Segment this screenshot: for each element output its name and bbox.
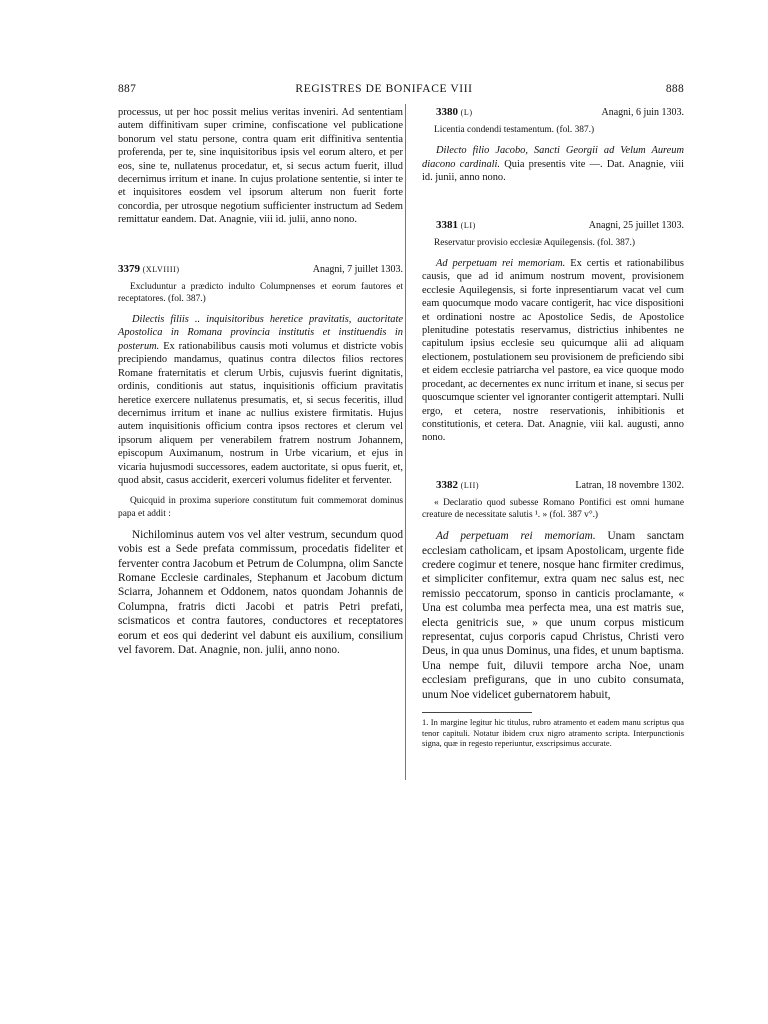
entry-number: 3382 — [436, 478, 458, 491]
entry-number: 3379 — [118, 262, 140, 275]
entry-body — [422, 257, 684, 445]
entry-summary: Licentia condendi testamentum. (fol. 387.) — [434, 125, 595, 136]
entry-roman-numeral: (XLVIIII) — [142, 264, 180, 274]
entry-summary: Reservatur provisio ecclesiæ Aquilegensis. (fol. 387.) — [434, 238, 635, 249]
entry-roman-numeral: (L) — [460, 108, 473, 117]
entry-roman-numeral: (LII) — [460, 480, 480, 490]
entry-3379-heading — [118, 263, 403, 276]
entry-date: Anagni, 6 juin 1303. — [601, 107, 684, 118]
entry-3380-heading — [422, 106, 684, 119]
entry-body — [422, 529, 684, 702]
entry-body — [118, 313, 403, 487]
right-column — [422, 106, 684, 750]
page-number-left: 887 — [118, 83, 137, 95]
entry-date: Anagni, 7 juillet 1303. — [312, 263, 403, 275]
entry-address: Dilecto filio Jacobo, Sancti Georgii ad Velum Aureum diacono cardinali. — [422, 145, 684, 170]
entry-addendum: Nichilominus autem vos vel alter vestrum, secundum quod vobis est a Sede prefata commissum, procedatis fideliter et ferventer contra Jacobum et Petrum de Columpna, olim Sancte Romane Ecclesie cardinales, Stephanum et Jacobum dictum Sciarra, Johannem et Oddonem, natos quondam Johannis de Columpna, fratris dicti Jacobi et patris Petri prefati, scismaticos et contra fautores, conductores et receptatores eorum et eos qui dederint vel dabunt eis auxilium, consilium vel favorem. Dat. Anagnie, non. julii, anno nono. — [118, 528, 403, 656]
running-title: REGISTRES DE BONIFACE VIII — [295, 83, 473, 95]
entry-body — [422, 144, 684, 184]
entry-opening: Ad perpetuam rei memoriam. — [436, 530, 596, 543]
entry-text: Ex rationabilibus causis moti volumus et districte vobis precipiendo mandamus, quatinus contra dilectos filios rectores Romane fraternitatis et clerum Urbis, cujusvis fuerint dignitatis, ordinis, conditionis aut status, inquisitionis officium pravitatis heretice exercere nullatenus presumatis, et, si secus feceritis, illud decernimus irritum et inane ac nullius existere firmitatis. Hujus autem inquisitionis officium contra ipsos rectores et clerum vel ipsorum aliquem per venerabilem fratrem nostrum Johannem, episcopum Auximanum, nostrum in Urbe vicarium, et ejus in vicaria hujusmodi successores, eadem auctoritate, si opus fuerit, et, quod absit, casus acciderit, exerceri volumus fideliter et ferventer. — [118, 340, 403, 486]
left-column — [118, 106, 403, 657]
entry-address: Dilectis filiis .. inquisitoribus heretice pravitatis, auctoritate Apostolica in Romana provincia institutis et instituendis in posterum. — [118, 314, 403, 352]
entry-text: Quia presentis vite —. Dat. Anagnie, viii id. junii, anno nono. — [422, 158, 684, 184]
continuation-paragraph: processus, ut per hoc possit melius veritas inveniri. Ad sententiam autem diffinitivam super crimine, confiscatione vel publicatione bonorum vel statu persone, contra quam erit diffinitiva sententia proferenda, per te, sine inquisitoribus ipsis vel eorum altero, et per eos, sine te, nullatenus procedatur, et, si secus actum fuerit, illud decernimus irritum et inane. In cujus prolatione sententie, si inter te et inquisitores eosdem vel ipsorum alterum non fuerit forte concordia, per utrosque negotium sufficienter instructum ad Sedem remittatur eandem. Dat. Anagnie, viii id. julii, anno nono. — [118, 107, 403, 226]
entry-number: 3381 — [436, 218, 458, 231]
editor-note: Quicquid in proxima superiore constitutum fuit commemorat dominus papa et addit : — [118, 496, 403, 519]
entry-summary: Excluduntur a prædicto indulto Columpnenses et eorum fautores et receptatores. (fol. 387.) — [118, 282, 403, 305]
entry-3381-heading — [422, 219, 684, 232]
entry-roman-numeral: (LI) — [460, 220, 476, 230]
entry-date: Latran, 18 novembre 1302. — [575, 479, 684, 491]
entry-text: Unam sanctam ecclesiam catholicam, et ipsam Apostolicam, urgente fide credere cogimur et tenere, nosque hanc firmiter credimus, et simpliciter confitemur, extra quam nec salus est, nec remissio peccatorum, sponso in canticis proclamante, « Una est columba mea perfecta mea, una est matris sue, electa genitricis sue, » que unum corpus misticum representat, cujus corporis capud Christus, Christi vero Deus, in qua unus Dominus, una fides, et unum baptisma. Una nempe fuit, diluvii tempore archa Noe, unam ecclesiam prefigurans, que in uno cubito consumata, unum Noe videlicet gubernatorem habuit, — [422, 530, 684, 701]
footnote-rule — [422, 712, 532, 713]
entry-date: Anagni, 25 juillet 1303. — [588, 219, 684, 231]
column-divider — [405, 104, 406, 780]
entry-summary: « Declaratio quod subesse Romano Pontifici est omni humane creature de necessitate salutis ¹. » (fol. 387 v°.) — [422, 498, 684, 521]
entry-text: Ex certis et rationabilibus causis, que ad id animum nostrum movent, provisionem ecclesie Aquilegensis, si forte inpresentiarum vacat vel cum eam quocumque modo vacare contigerit, hac vice dispositioni et ordinationi nostre ac Apostolice Sedis, de Apostolice plenitudine potestatis reservamus, districtius inhibentes ne capitulum ipsius ecclesie seu quicumque alii ad aliquam electionem, postulationem seu provisionem de preficiendo sibi et eidem ecclesie patriarcha vel pastore, ea vice quoque modo procedant, ac decernentes ex nunc irritum et inane, si secus per quoscumque scienter vel ignoranter contigerit attemptari. Nulli ergo, et cetera, nostre reservationis, inhibitionis et constitutionis, et cetera. Dat. Anagnie, viii kal. augusti, anno nono. — [422, 258, 684, 444]
entry-opening: Ad perpetuam rei memoriam. — [436, 258, 566, 270]
entry-number: 3380 — [436, 106, 458, 118]
page-number-right: 888 — [665, 83, 684, 95]
footnote: 1. In margine legitur hic titulus, rubro atramento et eadem manu scriptus qua tenor capituli. Notatur ibidem crux nigro atramento scripta. Interpunctionis signa, quæ in regesto reperiuntur, exscripsimus accurate. — [422, 718, 684, 749]
entry-3382-heading — [422, 479, 684, 492]
